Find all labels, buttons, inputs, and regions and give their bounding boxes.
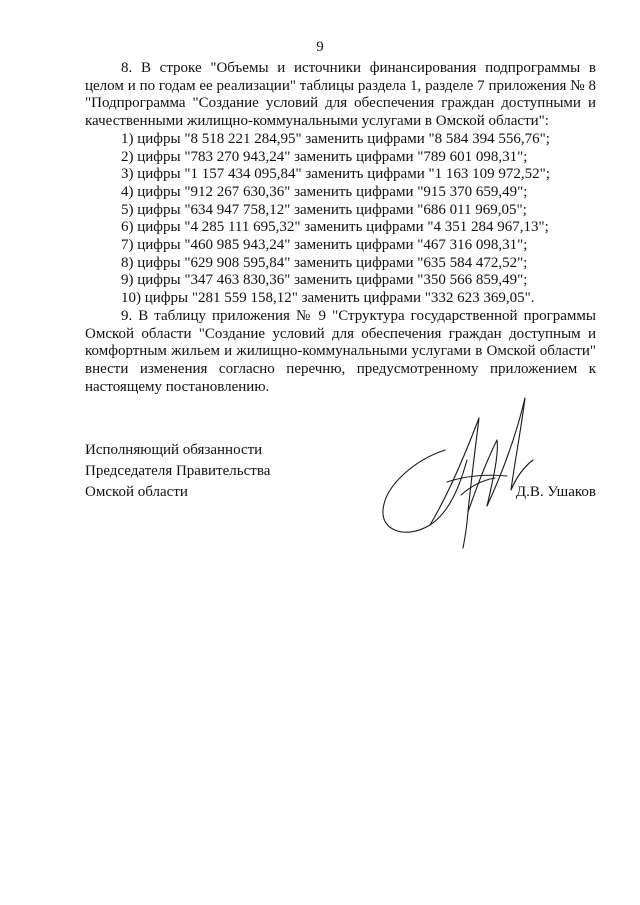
list-item: 8) цифры "629 908 595,84" заменить цифрами "635 584 472,52"; — [121, 254, 528, 271]
document-body — [85, 60, 596, 396]
list-item: 5) цифры "634 947 758,12" заменить цифрами "686 011 969,05"; — [121, 201, 527, 218]
page-number: 9 — [316, 39, 324, 55]
handwritten-signature — [375, 390, 540, 550]
replacement-list — [85, 131, 596, 308]
list-item: 1) цифры "8 518 221 284,95" заменить цифрами "8 584 394 556,76"; — [121, 130, 550, 147]
list-item: 7) цифры "460 985 943,24" заменить цифрами "467 316 098,31"; — [121, 237, 528, 254]
position-line: Председателя Правительства — [85, 463, 271, 479]
paragraph-9: 9. В таблицу приложения № 9 "Структура государственной программы Омской области "Создание условий для обеспечения граждан доступным и комфортным жильем и жилищно-коммунальными услугами в Омской области" внести изменения согласно перечню, предусмотренному приложением к настоящему постановлению. — [85, 307, 596, 395]
position-line: Исполняющий обязанности — [85, 442, 263, 458]
signer-name: Д.В. Ушаков — [515, 484, 596, 500]
list-item: 3) цифры "1 157 434 095,84" заменить цифрами "1 163 109 972,52"; — [121, 166, 550, 183]
list-item: 6) цифры "4 285 111 695,32" заменить цифрами "4 351 284 967,13"; — [121, 219, 549, 236]
list-item: 2) цифры "783 270 943,24" заменить цифрами "789 601 098,31"; — [121, 148, 528, 165]
list-item: 10) цифры "281 559 158,12" заменить цифрами "332 623 369,05". — [121, 290, 535, 307]
position-line: Омской области — [85, 484, 188, 500]
signature-block — [85, 440, 596, 560]
signer-position — [85, 440, 270, 503]
list-item: 9) цифры "347 463 830,36" заменить цифрами "350 566 859,49"; — [121, 272, 528, 289]
paragraph-8: 8. В строке "Объемы и источники финансирования подпрограммы в целом и по годам ее реализации" таблицы раздела 1, разделе 7 приложения № 8 "Подпрограмма "Создание условий для обеспечения граждан доступными и качественными жилищно-коммунальными услугами в Омской области": — [85, 60, 596, 130]
list-item: 4) цифры "912 267 630,36" заменить цифрами "915 370 659,49"; — [121, 183, 528, 200]
